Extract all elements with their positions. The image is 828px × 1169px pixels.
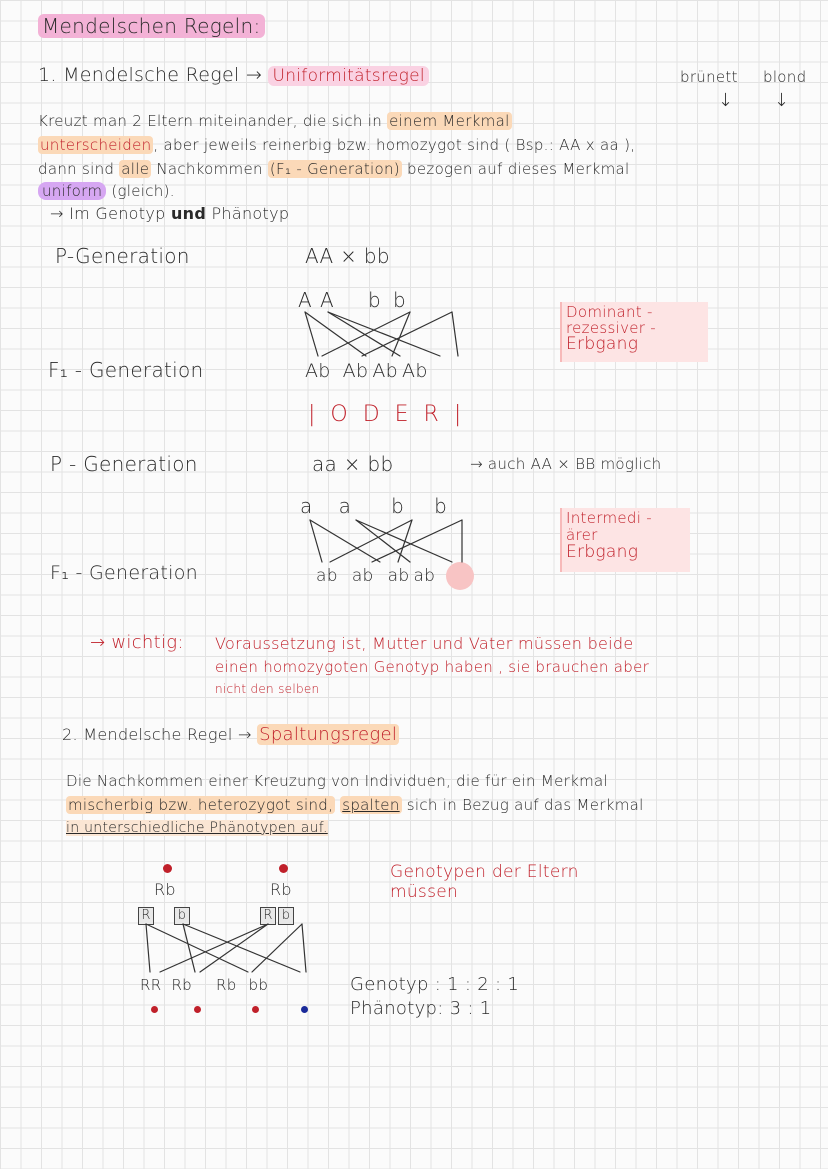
allele-box: b <box>278 907 294 925</box>
allele: b <box>434 494 448 518</box>
allele-box: R <box>138 907 154 925</box>
dominant-box-text: Dominant - rezessiver - Erbgang <box>566 303 657 354</box>
important-line2: einen homozygoten Genotyp haben , sie brauchen aber <box>215 658 650 676</box>
important-line3: nicht den selben <box>215 682 320 696</box>
offspring: ab <box>351 566 374 586</box>
trait-label-brunett: brünett <box>680 68 738 86</box>
offspring: Ab <box>305 360 331 382</box>
cross2-f1-label: F₁ - Generation <box>50 562 198 584</box>
allele-box: b <box>174 907 190 925</box>
rule2-name: Spaltungsregel <box>259 724 398 745</box>
offspring: ab <box>413 566 436 586</box>
offspring: RR <box>140 976 162 994</box>
allele: a <box>300 494 313 518</box>
cross2-p-cross: aa × bb <box>312 452 394 476</box>
rule2-line2: mischerbig bzw. heterozygot sind, spalten sich in Bezug auf das Merkmal <box>68 796 644 814</box>
allele: b <box>391 494 405 518</box>
intermediate-box-text: Intermedi - ärer Erbgang <box>566 509 652 562</box>
cross1-p-cross: AA × bb <box>305 244 390 268</box>
allele-box: R <box>260 907 276 925</box>
offspring: Ab <box>342 360 369 382</box>
cross2-note: → auch AA × BB möglich <box>470 455 662 473</box>
cross2-p-label: P - Generation <box>50 452 198 476</box>
important-line1: Voraussetzung ist, Mutter und Vater müssen beide <box>215 634 634 653</box>
offspring: bb <box>248 976 269 994</box>
arrow-down-icon: ↓ <box>774 90 790 111</box>
parent-genotype: Rb <box>154 880 176 899</box>
rule1-name: Uniformitätsregel <box>268 66 428 86</box>
rule1-line3: dann sind alle Nachkommen (F₁ - Generation) bezogen auf dieses Merkmal <box>38 160 630 178</box>
offspring: ab <box>316 566 338 586</box>
rule1-line1: Kreuzt man 2 Eltern miteinander, die sich in einem Merkmal <box>38 112 510 130</box>
offspring: ab <box>387 566 410 586</box>
oder-separator: | O D E R | <box>308 402 466 427</box>
rule1-line5: → Im Genotyp und Phänotyp <box>50 204 290 223</box>
allele: b <box>392 288 406 312</box>
rule1-line2: unterscheiden , aber jeweils reinerbig bzw. homozygot sind ( Bsp.: AA x aa ), <box>40 136 636 154</box>
parent-genotype: Rb <box>270 880 292 899</box>
offspring: Rb <box>216 976 237 994</box>
rule2-line3: in unterschiedliche Phänotypen auf. <box>66 820 328 836</box>
cross1-f1-label: F₁ - Generation <box>48 358 204 382</box>
rule2-line1: Die Nachkommen einer Kreuzung von Individuen, die für ein Merkmal <box>66 772 608 790</box>
allele: b <box>367 288 381 312</box>
offspring: Ab <box>402 360 428 382</box>
rule1-heading: 1. Mendelsche Regel → Uniformitätsregel <box>38 64 429 86</box>
allele: A <box>319 288 334 312</box>
rule1-line4: uniform (gleich). <box>38 182 175 200</box>
allele: a <box>338 494 352 518</box>
offspring: Ab <box>372 360 399 382</box>
page-title: Mendelschen Regeln: <box>38 14 265 38</box>
genotype-ratio: Genotyp : 1 : 2 : 1 <box>350 974 520 995</box>
rule2-note: Genotypen der Eltern müssen <box>390 862 579 902</box>
phenotype-ratio: Phänotyp: 3 : 1 <box>350 998 492 1019</box>
trait-label-blond: blond <box>763 68 807 86</box>
arrow-down-icon: ↓ <box>718 90 734 111</box>
important-prefix: → wichtig: <box>90 632 184 653</box>
offspring: Rb <box>171 976 192 994</box>
rule2-heading: 2. Mendelsche Regel → Spaltungsregel <box>62 724 398 745</box>
allele: A <box>298 288 312 312</box>
cross1-p-label: P-Generation <box>55 244 190 268</box>
